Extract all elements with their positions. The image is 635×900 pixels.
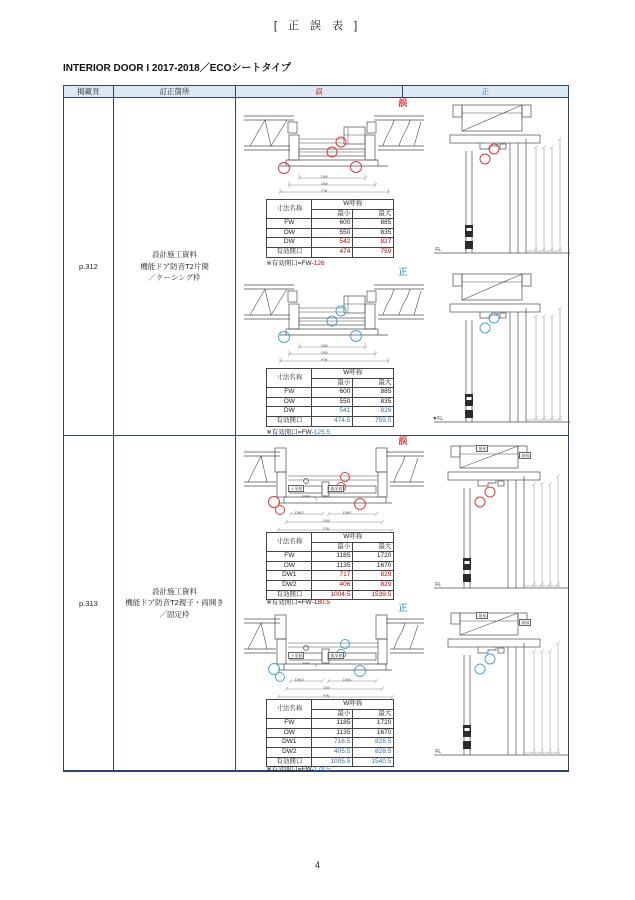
- dim-min: 550: [312, 397, 353, 407]
- dim-row-name: 有効開口: [267, 247, 312, 257]
- dim-min-highlight: 541: [312, 407, 353, 417]
- dim-label-ow: OW: [320, 349, 328, 355]
- effective-opening-note: [266, 258, 324, 267]
- correct-label: 正: [398, 603, 408, 613]
- dim-min-header: 最小: [312, 209, 353, 219]
- page-title: [ 正 誤 表 ]: [273, 20, 362, 32]
- dim-label-fw: FW: [323, 692, 330, 698]
- dim-row-name: FW: [267, 719, 312, 729]
- correct-label: 正: [398, 267, 408, 277]
- dim-label-dw1: DW1: [342, 509, 352, 515]
- dim-label-ow: OW: [322, 517, 330, 523]
- note-value: 126: [313, 260, 325, 267]
- dim-min-header: 最小: [312, 378, 353, 388]
- header-wrong-column: 誤: [236, 86, 402, 97]
- location-line: 機能ドア防音T2片開: [140, 261, 209, 271]
- dim-name-header: 寸法名称: [267, 533, 312, 552]
- dim-max-highlight: 829: [353, 580, 394, 590]
- dim-max-highlight: 827: [353, 238, 394, 248]
- dim-max-highlight: 826: [353, 407, 394, 417]
- dim-group-header: W呼称: [312, 369, 394, 379]
- double-door-section-drawing: [432, 442, 572, 600]
- correction-location: [114, 98, 237, 435]
- dim-row-name: 有効開口: [267, 416, 312, 426]
- wrong-label: 誤: [398, 98, 408, 108]
- dim-max: 1670: [353, 728, 394, 738]
- dim-max-highlight: 828.5: [353, 738, 394, 748]
- dim-label-dw2: DW2: [294, 509, 304, 515]
- note-value: 180.5: [313, 599, 331, 606]
- dim-max: 885: [353, 219, 394, 229]
- dim-row-name: OW: [267, 728, 312, 738]
- dim-label-ow: OW: [322, 684, 330, 690]
- correction-location: [114, 436, 237, 770]
- errata-table-header: [64, 86, 568, 98]
- dim-min-header: 最小: [312, 542, 353, 552]
- effective-opening-note: [266, 764, 330, 773]
- floor-line-label: FL: [435, 582, 442, 588]
- parent-door-label: 親扉側: [330, 652, 343, 658]
- dim-min-highlight: 474: [312, 247, 353, 257]
- dim-min: 1185: [312, 719, 353, 729]
- wrong-label: 誤: [398, 436, 408, 446]
- dim-max-highlight: 828.5: [353, 747, 394, 757]
- dim-name-header: 寸法名称: [267, 700, 312, 719]
- dim-max-highlight: 1539.5: [353, 590, 394, 600]
- dim-group-header: W呼称: [312, 200, 394, 210]
- note-value: 125.5: [313, 429, 331, 436]
- child-door-label: 子扉側: [290, 652, 303, 658]
- dim-label-dw1: DW1: [342, 676, 352, 682]
- dim-row-name: 有効開口: [267, 757, 312, 767]
- floor-line-label: FL: [435, 749, 442, 755]
- dim-row-name: FW: [267, 552, 312, 562]
- dim-row-name: OW: [267, 397, 312, 407]
- effective-opening-note: [266, 427, 330, 436]
- note-prefix: ※有効開口=FW-: [266, 260, 314, 267]
- floor-line-label: FL: [435, 247, 442, 253]
- dim-row-name: DW: [267, 407, 312, 417]
- dim-row-name: FW: [267, 388, 312, 398]
- errata-table: [63, 85, 569, 772]
- dimension-table: [266, 199, 394, 258]
- dim-max-header: 最大: [353, 378, 394, 388]
- dim-min-highlight: 1004.5: [312, 590, 353, 600]
- dim-min-header: 最小: [312, 709, 353, 719]
- dim-row-name: FW: [267, 219, 312, 229]
- dim-max: 835: [353, 397, 394, 407]
- dim-label-dw: DW: [320, 173, 328, 179]
- location-line: ／ケーシング枠: [148, 273, 201, 283]
- dim-min-highlight: 474.5: [312, 416, 353, 426]
- drawing-cell: [236, 98, 568, 435]
- dim-min: 600: [312, 388, 353, 398]
- trim-label: 額縁: [478, 612, 487, 618]
- dim-max: 1670: [353, 561, 394, 571]
- dim-min-highlight: 717: [312, 571, 353, 581]
- dim-max-highlight: 829: [353, 571, 394, 581]
- table-row: [64, 436, 568, 773]
- dim-max: 835: [353, 228, 394, 238]
- dim-max-header: 最大: [353, 709, 394, 719]
- dim-max-highlight: 759.5: [353, 416, 394, 426]
- dim-max: 1720: [353, 719, 394, 729]
- note-prefix: ※有効開口=FW-: [266, 766, 314, 773]
- location-line: 機能ドア防音T2親子・両開き: [125, 598, 224, 608]
- dim-min-highlight: 405.5: [312, 747, 353, 757]
- wrong-version-block: [236, 98, 569, 267]
- dim-max: 885: [353, 388, 394, 398]
- header-location-column: 訂正箇所: [114, 86, 237, 97]
- dimension-table: [266, 699, 394, 767]
- child-door-label: 子扉側: [290, 485, 303, 491]
- dim-min-highlight: 1005.5: [312, 757, 353, 767]
- dim-min: 550: [312, 228, 353, 238]
- door-section-drawing: [432, 272, 572, 434]
- dim-min-highlight: 542: [312, 238, 353, 248]
- dim-row-name: DW2: [267, 580, 312, 590]
- dim-label-fw: FW: [321, 187, 328, 193]
- note-prefix: ※有効開口=FW-: [266, 599, 314, 606]
- door-section-drawing: [432, 103, 572, 265]
- dim-min-highlight: 716.5: [312, 738, 353, 748]
- dim-row-name: DW1: [267, 738, 312, 748]
- dim-min: 600: [312, 219, 353, 229]
- dimension-table: [266, 532, 394, 600]
- header-page-column: 掲載頁: [64, 86, 114, 97]
- dimension-table: [266, 368, 394, 427]
- dim-max-highlight: 759: [353, 247, 394, 257]
- dim-label-fw: FW: [321, 356, 328, 362]
- catalog-title: INTERIOR DOOR I 2017-2018／ECOシートタイプ: [63, 63, 291, 74]
- dim-min: 1185: [312, 552, 353, 562]
- dim-max: 1720: [353, 552, 394, 562]
- wrong-version-block: [236, 436, 569, 605]
- dim-name-header: 寸法名称: [267, 369, 312, 388]
- dim-row-name: OW: [267, 561, 312, 571]
- dim-label-ow: OW: [320, 180, 328, 186]
- dim-row-name: 有効開口: [267, 590, 312, 600]
- dim-min: 1135: [312, 561, 353, 571]
- location-line: 設計施工資料: [152, 586, 198, 596]
- dim-row-name: OW: [267, 228, 312, 238]
- drawing-cell: [236, 436, 568, 773]
- dim-max-header: 最大: [353, 542, 394, 552]
- floor-line-label: ▼FL: [432, 416, 444, 422]
- dim-min-highlight: 406: [312, 580, 353, 590]
- table-row: [64, 98, 568, 436]
- dim-max-highlight: 1540.5: [353, 757, 394, 767]
- dim-label-dw: DW: [320, 342, 328, 348]
- door-plan-drawing: [244, 275, 424, 367]
- dim-min: 1135: [312, 728, 353, 738]
- parent-door-label: 親扉側: [330, 485, 343, 491]
- page-number: 4: [314, 860, 320, 870]
- dim-row-name: DW: [267, 238, 312, 248]
- double-door-section-drawing: [432, 609, 572, 767]
- dim-name-header: 寸法名称: [267, 200, 312, 219]
- trim-label: 額縁: [478, 445, 487, 451]
- header-right-column: 正: [481, 87, 490, 96]
- note-value: 179.5: [313, 766, 331, 773]
- dim-group-header: W呼称: [312, 533, 394, 543]
- dim-row-name: DW2: [267, 747, 312, 757]
- dim-max-header: 最大: [353, 209, 394, 219]
- correct-version-block: [236, 267, 569, 436]
- page-ref: p.313: [64, 436, 114, 770]
- dim-label-dw2: DW2: [294, 676, 304, 682]
- dim-label-fw: FW: [323, 525, 330, 531]
- dim-group-header: W呼称: [312, 700, 394, 710]
- door-plan-drawing: [244, 106, 424, 198]
- note-prefix: ※有効開口=FW-: [266, 429, 314, 436]
- dim-row-name: DW1: [267, 571, 312, 581]
- correct-version-block: [236, 603, 569, 772]
- page-ref: p.312: [64, 98, 114, 435]
- location-line: 設計施工資料: [152, 250, 198, 260]
- trim-label: 額縁: [521, 452, 530, 458]
- location-line: ／固定枠: [159, 609, 190, 619]
- trim-label: 額縁: [521, 619, 530, 625]
